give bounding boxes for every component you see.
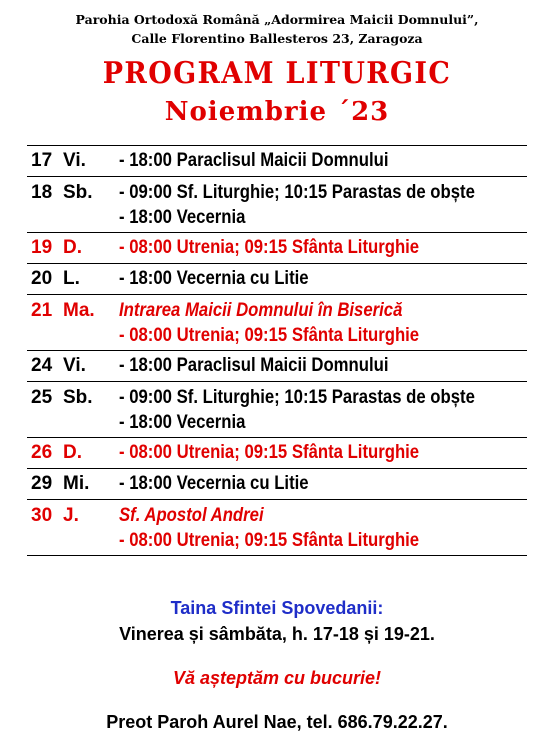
service-line: - 08:00 Utrenia; 09:15 Sfânta Liturghie bbox=[119, 442, 420, 463]
day-of-week: D. bbox=[63, 442, 82, 463]
schedule-row bbox=[27, 264, 527, 295]
day-of-week: Vi. bbox=[63, 355, 86, 376]
service-line: - 18:00 Paraclisul Maicii Domnului bbox=[119, 355, 389, 376]
feast-name: Intrarea Maicii Domnului în Biserică bbox=[119, 300, 403, 321]
schedule-row bbox=[27, 295, 527, 351]
day-number: 19 bbox=[31, 237, 53, 258]
day-of-week: J. bbox=[63, 505, 79, 526]
parish-header bbox=[0, 10, 554, 48]
schedule-row bbox=[27, 500, 527, 556]
schedule-row bbox=[27, 351, 527, 382]
schedule-row bbox=[27, 438, 527, 469]
parish-name: Parohia Ortodoxă Română „Adormirea Maicii Domnului”, bbox=[75, 12, 479, 27]
day-of-week: Mi. bbox=[63, 473, 90, 494]
service-line: - 08:00 Utrenia; 09:15 Sfânta Liturghie bbox=[119, 325, 420, 346]
schedule-table bbox=[27, 145, 527, 556]
feast-name: Sf. Apostol Andrei bbox=[119, 505, 264, 526]
service-line: - 08:00 Utrenia; 09:15 Sfânta Liturghie bbox=[119, 237, 420, 258]
priest-contact: Preot Paroh Aurel Nae, tel. 686.79.22.27. bbox=[106, 712, 448, 732]
schedule-row bbox=[27, 469, 527, 500]
day-of-week: Vi. bbox=[63, 150, 86, 171]
welcome-message: Vă așteptăm cu bucurie! bbox=[172, 668, 382, 688]
day-of-week: Ma. bbox=[63, 300, 95, 321]
service-line: - 18:00 Vecernia cu Litie bbox=[119, 473, 309, 494]
confession-hours: Vinerea și sâmbăta, h. 17-18 și 19-21. bbox=[119, 624, 435, 644]
day-number: 25 bbox=[31, 387, 53, 408]
day-of-week: Sb. bbox=[63, 387, 93, 408]
service-line: - 08:00 Utrenia; 09:15 Sfânta Liturghie bbox=[119, 530, 420, 551]
day-number: 21 bbox=[31, 300, 53, 321]
day-number: 17 bbox=[31, 150, 53, 171]
service-line: - 18:00 Vecernia bbox=[119, 207, 246, 228]
day-number: 24 bbox=[31, 355, 53, 376]
service-line: - 18:00 Paraclisul Maicii Domnului bbox=[119, 150, 389, 171]
page-title: PROGRAM LITURGIC bbox=[102, 56, 452, 91]
service-line: - 18:00 Vecernia cu Litie bbox=[119, 268, 309, 289]
service-line: - 18:00 Vecernia bbox=[119, 412, 246, 433]
schedule-row bbox=[27, 177, 527, 233]
service-line: - 09:00 Sf. Liturghie; 10:15 Parastas de obște bbox=[119, 387, 475, 408]
day-of-week: D. bbox=[63, 237, 82, 258]
schedule-row bbox=[27, 233, 527, 264]
day-number: 26 bbox=[31, 442, 53, 463]
day-number: 20 bbox=[31, 268, 53, 289]
day-number: 30 bbox=[31, 505, 53, 526]
day-of-week: Sb. bbox=[63, 182, 93, 203]
schedule-row bbox=[27, 146, 527, 177]
schedule-row bbox=[27, 382, 527, 438]
day-number: 18 bbox=[31, 182, 53, 203]
service-line: - 09:00 Sf. Liturghie; 10:15 Parastas de obște bbox=[119, 182, 475, 203]
confession-title: Taina Sfintei Spovedanii: bbox=[170, 598, 384, 618]
parish-address: Calle Florentino Ballesteros 23, Zaragoza bbox=[131, 31, 423, 46]
day-number: 29 bbox=[31, 473, 53, 494]
page-subtitle: Noiembrie ´23 bbox=[164, 97, 390, 127]
day-of-week: L. bbox=[63, 268, 80, 289]
